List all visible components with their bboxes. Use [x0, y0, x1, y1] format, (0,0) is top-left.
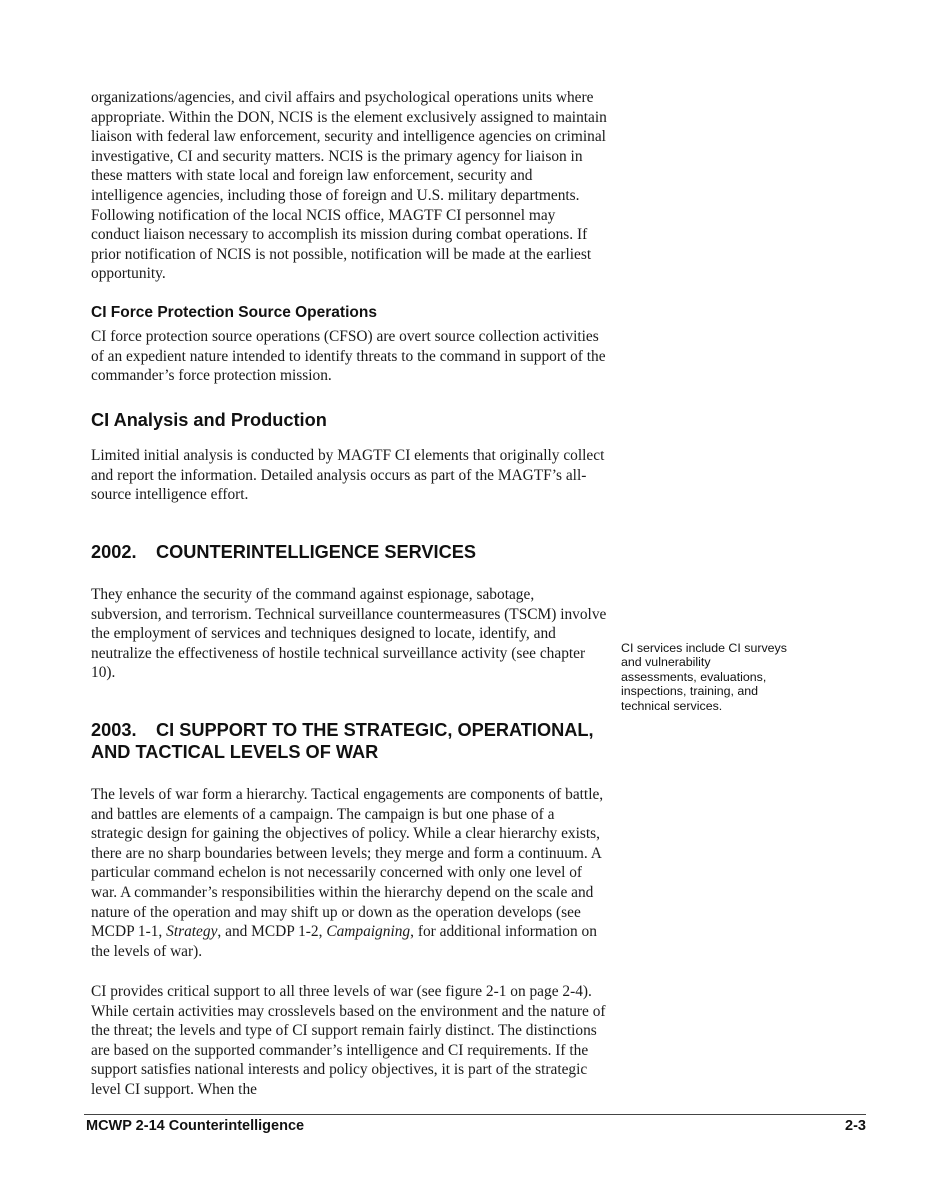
strategy-citation: Strategy: [166, 923, 218, 941]
cfso-paragraph: CI force protection source operations (CFSO) are overt source collection activities of an expedient nature intended to identify threats to the command in support of the commander’s force protection mission.: [91, 328, 606, 385]
analysis-block: [91, 410, 607, 431]
intro-block: [91, 88, 607, 284]
section-2002-number: 2002.: [91, 542, 137, 562]
footer-rule: [84, 1114, 866, 1115]
section-2003-body-1: [91, 785, 607, 961]
section-2002-paragraph: They enhance the security of the command against espionage, sabotage, subversion, and terrorism. Technical surveillance countermeasures (TSCM) involve the employment of services and techniques designed to locate, identify, and neutralize the effectiveness of hostile technical surveillance activity (see chapter 10).: [91, 586, 607, 682]
levels-of-war-paragraph: [91, 785, 607, 961]
page-number: 2-3: [845, 1118, 866, 1134]
levels-para-start: The levels of war form a hierarchy. Tactical engagements are components of battle, and battles are elements of a campaign. The campaign is but one phase of a strategic design for gaining the objectives of policy. While a clear hierarchy exists, there are no sharp boundaries between levels; they merge and form a continuum. A particular command echelon is not necessarily concerned with only one level of war. A commander’s responsibilities within the hierarchy depend on the scale and nature of the operation and may shift up or down as the operation develops (see MCDP 1-1,: [91, 786, 604, 941]
section-2003-title-line2: AND TACTICAL LEVELS OF WAR: [91, 742, 379, 762]
section-2002-body: [91, 585, 607, 683]
analysis-body: [91, 446, 607, 505]
section-2002-title: COUNTERINTELLIGENCE SERVICES: [156, 542, 477, 562]
footer-title: MCWP 2-14 Counterintelligence: [86, 1118, 305, 1134]
cfso-block: [91, 304, 607, 322]
campaigning-citation: Campaigning: [326, 923, 411, 941]
intro-paragraph: organizations/agencies, and civil affairs and psychological operations units where appropriate. Within the DON, NCIS is the element exclusively assigned to maintain liaison with federal law enforcement, security and intelligence agencies on criminal investigative, CI and security matters. NCIS is the primary agency for liaison in these matters with state local and foreign law enforcement, security and intelligence agencies, including those of foreign and U.S. military departments. Following notification of the local NCIS office, MAGTF CI personnel may conduct liaison necessary to accomplish its mission during combat operations. If prior notification of NCIS is not possible, notification will be made at the earliest opportunity.: [91, 89, 607, 283]
section-2003-title-block: [91, 719, 607, 763]
section-2002-heading: [91, 541, 607, 563]
section-2003-title-line1: CI SUPPORT TO THE STRATEGIC, OPERATIONAL,: [156, 720, 594, 740]
cfso-body: [91, 327, 607, 386]
levels-para-mid: , and MCDP 1-2,: [217, 923, 327, 941]
analysis-heading: CI Analysis and Production: [91, 410, 327, 430]
analysis-paragraph: Limited initial analysis is conducted by MAGTF CI elements that originally collect and report the information. Detailed analysis occurs as part of the MAGTF’s all-source intelligence effort.: [91, 447, 605, 504]
ci-support-paragraph: CI provides critical support to all three levels of war (see figure 2-1 on page 2-4). While certain activities may crosslevels based on the environment and the nature of the threat; the levels and type of CI support remain fairly distinct. The distinctions are based on the supported commander’s intelligence and CI requirements. If the support satisfies national interests and policy objectives, it is part of the strategic level CI support. When the: [91, 983, 606, 1098]
cfso-heading: CI Force Protection Source Operations: [91, 304, 377, 321]
margin-note: CI services include CI surveys and vulnerability assessments, evaluations, inspections, training, and technical services.: [621, 641, 787, 713]
levels-para-end: , for additional information on the levels of war).: [91, 923, 597, 960]
section-2003-heading: [91, 719, 607, 763]
section-2003-body-2: [91, 982, 607, 1100]
section-2002-title-line: [91, 541, 607, 563]
section-2003-number: 2003.: [91, 720, 137, 740]
